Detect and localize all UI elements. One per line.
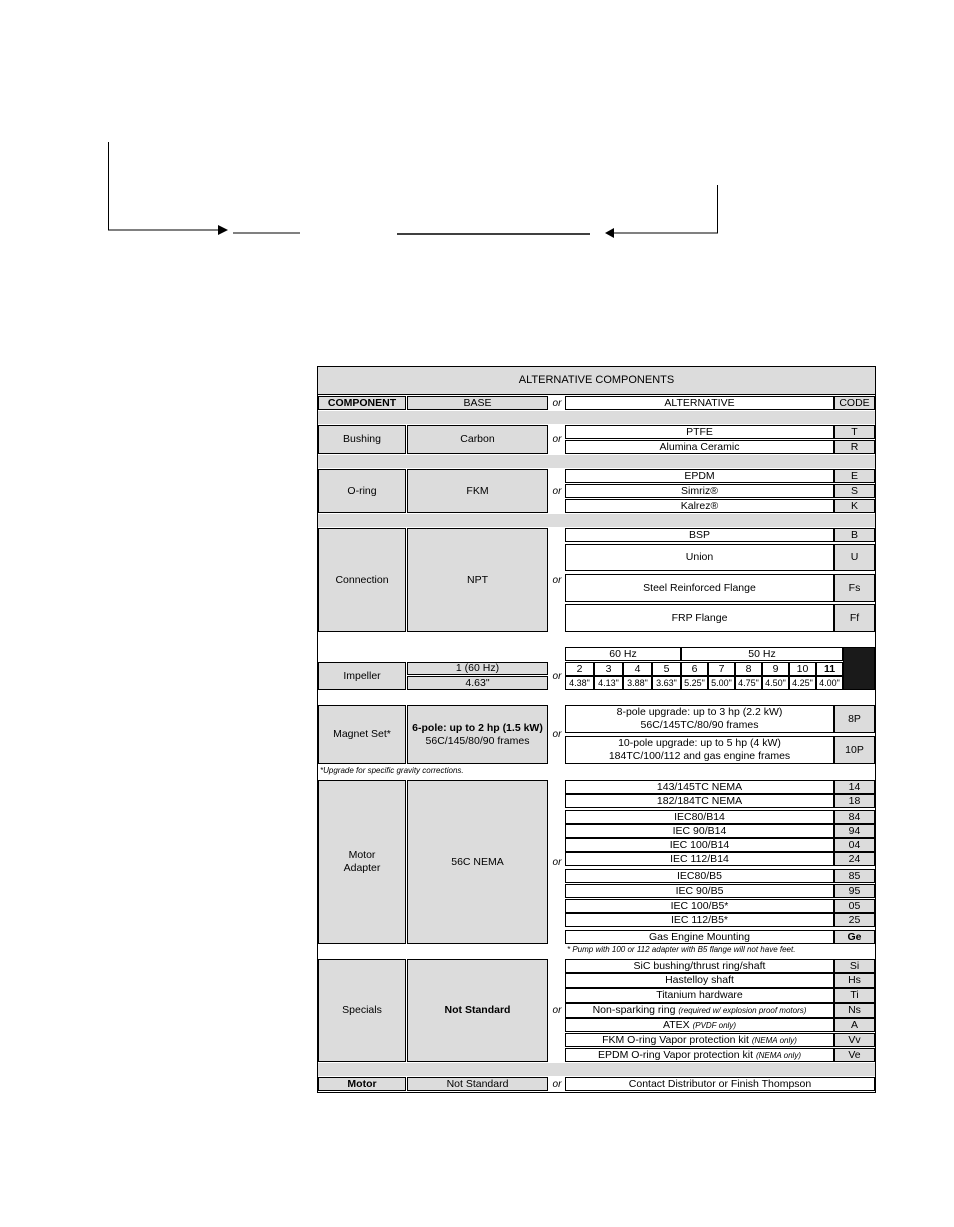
oring-code-k: K: [834, 499, 875, 513]
specials-alt-label: Titanium hardware: [656, 989, 743, 1001]
header-alternative: ALTERNATIVE: [565, 396, 834, 410]
right-arrow-icon: [218, 225, 228, 235]
specials-or: or: [552, 1005, 562, 1016]
specials-alt-note: (PVDF only): [692, 1020, 736, 1030]
motor-adapter-alt: IEC 100/B14: [565, 838, 834, 852]
specials-alt: [565, 973, 834, 988]
impeller-diameter: 4.50": [762, 676, 789, 690]
impeller-number: 5: [652, 662, 681, 676]
motor-adapter-code: 05: [834, 899, 875, 913]
impeller-number: 10: [789, 662, 816, 676]
impeller-diameter: 4.38": [565, 676, 594, 690]
specials-alt: [565, 959, 834, 973]
motor-adapter-code: 25: [834, 913, 875, 927]
magnet-alt-8pole-line2: 56C/145TC/80/90 frames: [640, 719, 759, 731]
impeller-number: 8: [735, 662, 762, 676]
impeller-number: 7: [708, 662, 735, 676]
specials-alt: [565, 1033, 834, 1047]
spacer-row: [318, 691, 875, 704]
specials-alt-label: EPDM O-ring Vapor protection kit: [598, 1048, 756, 1061]
specials-code: Hs: [834, 973, 875, 988]
connection-or: or: [552, 574, 562, 586]
motor-adapter-alt: IEC80/B5: [565, 869, 834, 883]
impeller-diameter: 5.00": [708, 676, 735, 690]
impeller-or: or: [552, 670, 562, 682]
bushing-code-r: R: [834, 440, 875, 454]
specials-code: Ve: [834, 1048, 875, 1062]
motor-adapter-alt: Gas Engine Mounting: [565, 930, 834, 944]
motor-adapter-footnote: * Pump with 100 or 112 adapter with B5 flange will not have feet.: [567, 945, 796, 954]
specials-code: Ns: [834, 1003, 875, 1018]
motor-adapter-alt: IEC80/B14: [565, 810, 834, 824]
specials-code: A: [834, 1018, 875, 1032]
spacer-row: [318, 633, 875, 646]
magnet-base: [407, 705, 548, 764]
connection-code-b: B: [834, 528, 875, 542]
motor-adapter-line2: Adapter: [343, 862, 381, 874]
magnet-alt-8pole-line1: 8-pole upgrade: up to 3 hp (2.2 kW): [616, 706, 783, 718]
header-or: or: [552, 397, 562, 409]
oring-alt-epdm: EPDM: [565, 469, 834, 483]
impeller-60hz-label: 60 Hz: [565, 647, 681, 661]
motor-adapter-alt: 143/145TC NEMA: [565, 780, 834, 794]
oring-alt-kalrez: Kalrez®: [565, 499, 834, 513]
impeller-base-size: 1 (60 Hz): [407, 662, 548, 675]
impeller-diameter: 3.63": [652, 676, 681, 690]
impeller-diameter: 4.00": [816, 676, 843, 690]
oring-or: or: [552, 485, 562, 497]
spacer-row: [318, 411, 875, 424]
connection-component: Connection: [318, 528, 406, 632]
motor-component: Motor: [318, 1077, 406, 1091]
bushing-component: Bushing: [318, 425, 406, 454]
impeller-diameter: 5.25": [681, 676, 708, 690]
specials-base: Not Standard: [407, 959, 548, 1062]
oring-base: FKM: [407, 469, 548, 513]
flow-diagram: [0, 0, 954, 260]
spacer-row: [318, 1063, 875, 1076]
motor-adapter-line1: Motor: [348, 849, 376, 861]
specials-alt: [565, 988, 834, 1003]
specials-alt-note: (NEMA only): [751, 1035, 797, 1045]
oring-code-s: S: [834, 484, 875, 498]
connection-code-u: U: [834, 544, 875, 571]
specials-code: Si: [834, 959, 875, 973]
specials-alt: [565, 1048, 834, 1062]
impeller-50hz-label: 50 Hz: [681, 647, 843, 661]
header-code: CODE: [834, 396, 875, 410]
magnet-code-10p: 10P: [834, 736, 875, 764]
magnet-base-line1: 6-pole: up to 2 hp (1.5 kW): [412, 721, 543, 734]
motor-adapter-code: 04: [834, 838, 875, 852]
oring-component: O-ring: [318, 469, 406, 513]
motor-adapter-code: 85: [834, 869, 875, 883]
spacer-row: [318, 514, 875, 527]
specials-code: Ti: [834, 988, 875, 1003]
oring-code-e: E: [834, 469, 875, 483]
impeller-base-diameter: 4.63": [407, 676, 548, 690]
specials-component: Specials: [318, 959, 406, 1062]
motor-adapter-or: or: [552, 856, 562, 868]
specials-alt-label: Hastelloy shaft: [665, 974, 734, 986]
motor-adapter-alt: 182/184TC NEMA: [565, 794, 834, 808]
impeller-number: 4: [623, 662, 652, 676]
specials-alt-label: FKM O-ring Vapor protection kit: [602, 1033, 752, 1046]
motor-adapter-alt: IEC 100/B5*: [565, 899, 834, 913]
motor-adapter-alt: IEC 112/B14: [565, 852, 834, 866]
motor-base: Not Standard: [407, 1077, 548, 1091]
motor-adapter-base: 56C NEMA: [407, 780, 548, 944]
bushing-code-t: T: [834, 425, 875, 439]
magnet-footnote: *Upgrade for specific gravity corrections.: [320, 766, 464, 775]
impeller-diameter: 4.75": [735, 676, 762, 690]
magnet-alt-10pole: [565, 736, 834, 764]
magnet-alt-8pole: [565, 705, 834, 733]
motor-adapter-code: 24: [834, 852, 875, 866]
impeller-number: 9: [762, 662, 789, 676]
connection-code-fs: Fs: [834, 574, 875, 602]
connection-alt-union: Union: [565, 544, 834, 571]
impeller-diameter: 4.13": [594, 676, 623, 690]
specials-alt-note: (required w/ explosion proof motors): [678, 1006, 807, 1015]
impeller-number: 6: [681, 662, 708, 676]
magnet-or: or: [552, 729, 562, 740]
impeller-number: 11: [816, 662, 843, 676]
connection-code-ff: Ff: [834, 604, 875, 632]
header-base: BASE: [407, 396, 548, 410]
motor-adapter-code: 14: [834, 780, 875, 794]
magnet-code-8p: 8P: [834, 705, 875, 733]
spacer-row: [318, 455, 875, 468]
connection-alt-bsp: BSP: [565, 528, 834, 542]
impeller-component: Impeller: [318, 662, 406, 690]
impeller-diameter: 3.88": [623, 676, 652, 690]
bushing-base: Carbon: [407, 425, 548, 454]
left-arrow-icon: [605, 228, 614, 238]
specials-alt-label: SiC bushing/thrust ring/shaft: [633, 959, 766, 972]
connection-alt-frp-flange: FRP Flange: [565, 604, 834, 632]
impeller-number: 3: [594, 662, 623, 676]
motor-adapter-code: 95: [834, 884, 875, 898]
specials-alt-label: Non-sparking ring: [592, 1004, 679, 1016]
header-component: COMPONENT: [318, 396, 406, 410]
impeller-diameter: 4.25": [789, 676, 816, 690]
motor-alternative: Contact Distributor or Finish Thompson: [565, 1077, 875, 1091]
magnet-alt-10pole-line2: 184TC/100/112 and gas engine frames: [608, 750, 791, 762]
table-title: ALTERNATIVE COMPONENTS: [318, 367, 875, 395]
specials-alt: [565, 1003, 834, 1018]
magnet-component: Magnet Set*: [318, 705, 406, 764]
bushing-alt-ptfe: PTFE: [565, 425, 834, 439]
motor-or: or: [552, 1078, 562, 1090]
impeller-code-blank: [843, 647, 875, 690]
specials-alt: [565, 1018, 834, 1032]
magnet-base-line2: 56C/145/80/90 frames: [425, 734, 530, 747]
specials-alt-note: (NEMA only): [755, 1050, 801, 1060]
motor-adapter-alt: IEC 90/B5: [565, 884, 834, 898]
magnet-alt-10pole-line1: 10-pole upgrade: up to 5 hp (4 kW): [618, 737, 781, 749]
bushing-alt-alumina: Alumina Ceramic: [565, 440, 834, 454]
impeller-number: 2: [565, 662, 594, 676]
motor-adapter-alt: IEC 112/B5*: [565, 913, 834, 927]
oring-alt-simriz: Simriz®: [565, 484, 834, 498]
specials-code: Vv: [834, 1033, 875, 1047]
motor-adapter-code: 18: [834, 794, 875, 808]
connection-base: NPT: [407, 528, 548, 632]
motor-adapter-code: Ge: [834, 930, 875, 944]
connection-alt-steel-flange: Steel Reinforced Flange: [565, 574, 834, 602]
specials-alt-label: ATEX: [663, 1018, 693, 1031]
motor-adapter-code: 84: [834, 810, 875, 824]
motor-adapter-code: 94: [834, 824, 875, 838]
bushing-or: or: [552, 434, 562, 445]
motor-adapter-alt: IEC 90/B14: [565, 824, 834, 838]
motor-adapter-component: [318, 780, 406, 944]
